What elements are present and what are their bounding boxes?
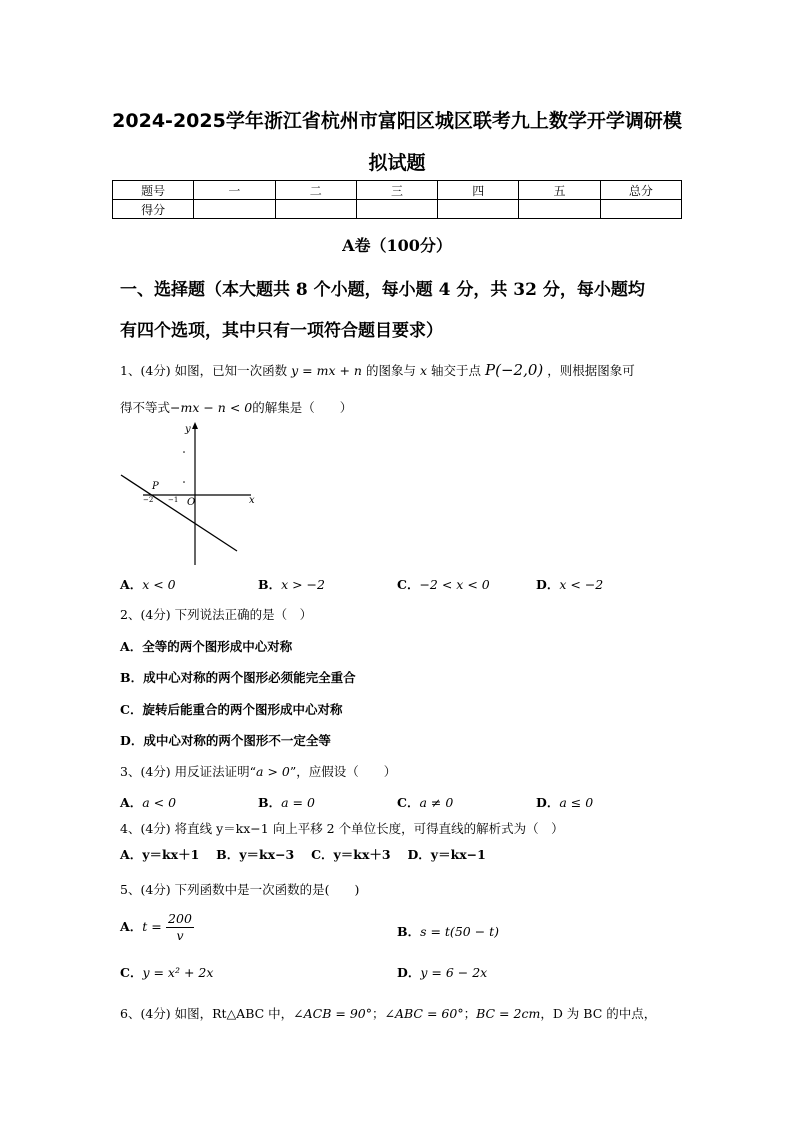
score-table <box>112 180 682 219</box>
question-1-option-c[interactable]: C．−2 < x < 0 <box>397 577 490 592</box>
section-heading-line-2: 有四个选项，其中只有一项符合题目要求） <box>120 321 443 341</box>
table-cell[interactable] <box>600 200 681 219</box>
point-p-label: P <box>152 481 159 492</box>
table-row <box>113 200 682 219</box>
function-line <box>121 475 237 551</box>
title-line-1: 2024-2025学年浙江省杭州市富阳区城区联考九上数学开学调研模 <box>112 110 682 132</box>
question-2-option-c[interactable]: C．旋转后能重合的两个图形成中心对称 <box>120 702 343 717</box>
dot <box>183 481 185 483</box>
question-5-option-b[interactable]: B．s = t(50 − t) <box>397 924 500 939</box>
table-cell[interactable] <box>519 200 600 219</box>
question-5-option-a[interactable]: A．t = $\frac{200}{v}$ <box>120 911 192 943</box>
question-3-option-a[interactable]: A．a < 0 <box>120 795 177 810</box>
question-3-option-d[interactable]: D．a ≤ 0 <box>536 795 594 810</box>
table-cell[interactable] <box>438 200 519 219</box>
question-1-stem: 1、(4分) 如图，已知一次函数 y = mx + n 的图象与 x 轴交于点 P(−2,0) ，则根据图象可 <box>120 361 635 379</box>
question-2-option-d[interactable]: D．成中心对称的两个图形不一定全等 <box>120 733 331 748</box>
y-axis-label: y <box>185 424 191 435</box>
y-axis-arrow <box>192 422 198 429</box>
question-3-stem: 3、(4分) 用反证法证明“a > 0”，应假设（ ） <box>120 764 397 779</box>
question-1-graph <box>115 420 265 570</box>
fraction: $\frac{200}{v}$ <box>168 911 192 943</box>
question-6-stem: 6、(4分) 如图，Rt△ABC 中，∠ACB = 90°；∠ABC = 60°；BC = 2cm，D 为 BC 的中点， <box>120 1006 657 1021</box>
table-row <box>113 181 682 200</box>
question-1-stem-line-2: 得不等式−mx − n < 0的解集是（ ） <box>120 400 353 415</box>
question-2-stem: 2、(4分) 下列说法正确的是（ ） <box>120 607 313 622</box>
table-cell: 一 <box>194 181 275 200</box>
question-5-option-d[interactable]: D．y = 6 − 2x <box>397 965 488 980</box>
table-cell[interactable] <box>194 200 275 219</box>
question-1-option-d[interactable]: D．x < −2 <box>536 577 604 592</box>
question-5-option-c[interactable]: C．y = x² + 2x <box>120 965 214 980</box>
table-cell[interactable] <box>356 200 437 219</box>
table-cell: 四 <box>438 181 519 200</box>
question-3-option-b[interactable]: B．a = 0 <box>258 795 315 810</box>
dot <box>183 451 185 453</box>
table-cell: 五 <box>519 181 600 200</box>
table-cell: 二 <box>275 181 356 200</box>
question-1-option-b[interactable]: B．x > −2 <box>258 577 325 592</box>
table-cell[interactable] <box>275 200 356 219</box>
question-3-option-c[interactable]: C．a ≠ 0 <box>397 795 454 810</box>
title-line-2: 拟试题 <box>368 152 426 174</box>
section-heading-line-1: 一、选择题（本大题共 8 个小题，每小题 4 分，共 32 分，每小题均 <box>120 280 645 300</box>
x-axis-label: x <box>249 495 255 506</box>
question-5-stem: 5、(4分) 下列函数中是一次函数的是( ) <box>120 882 360 897</box>
question-4-stem: 4、(4分) 将直线 y＝kx−1 向上平移 2 个单位长度，可得直线的解析式为（ ） <box>120 821 564 836</box>
table-cell: 题号 <box>113 181 194 200</box>
table-cell: 三 <box>356 181 437 200</box>
question-4-options[interactable]: A．y＝kx＋1 B．y＝kx−3 C．y＝kx＋3 D．y＝kx−1 <box>120 847 486 862</box>
tick-label: −2 <box>143 496 154 504</box>
table-cell: 得分 <box>113 200 194 219</box>
table-cell: 总分 <box>600 181 681 200</box>
origin-label: O <box>187 497 196 508</box>
volume-heading: A卷（100分） <box>342 236 452 255</box>
question-2-option-a[interactable]: A．全等的两个图形成中心对称 <box>120 639 293 654</box>
question-2-option-b[interactable]: B．成中心对称的两个图形必须能完全重合 <box>120 670 356 685</box>
tick-label: −1 <box>168 496 179 504</box>
question-1-option-a[interactable]: A．x < 0 <box>120 577 176 592</box>
